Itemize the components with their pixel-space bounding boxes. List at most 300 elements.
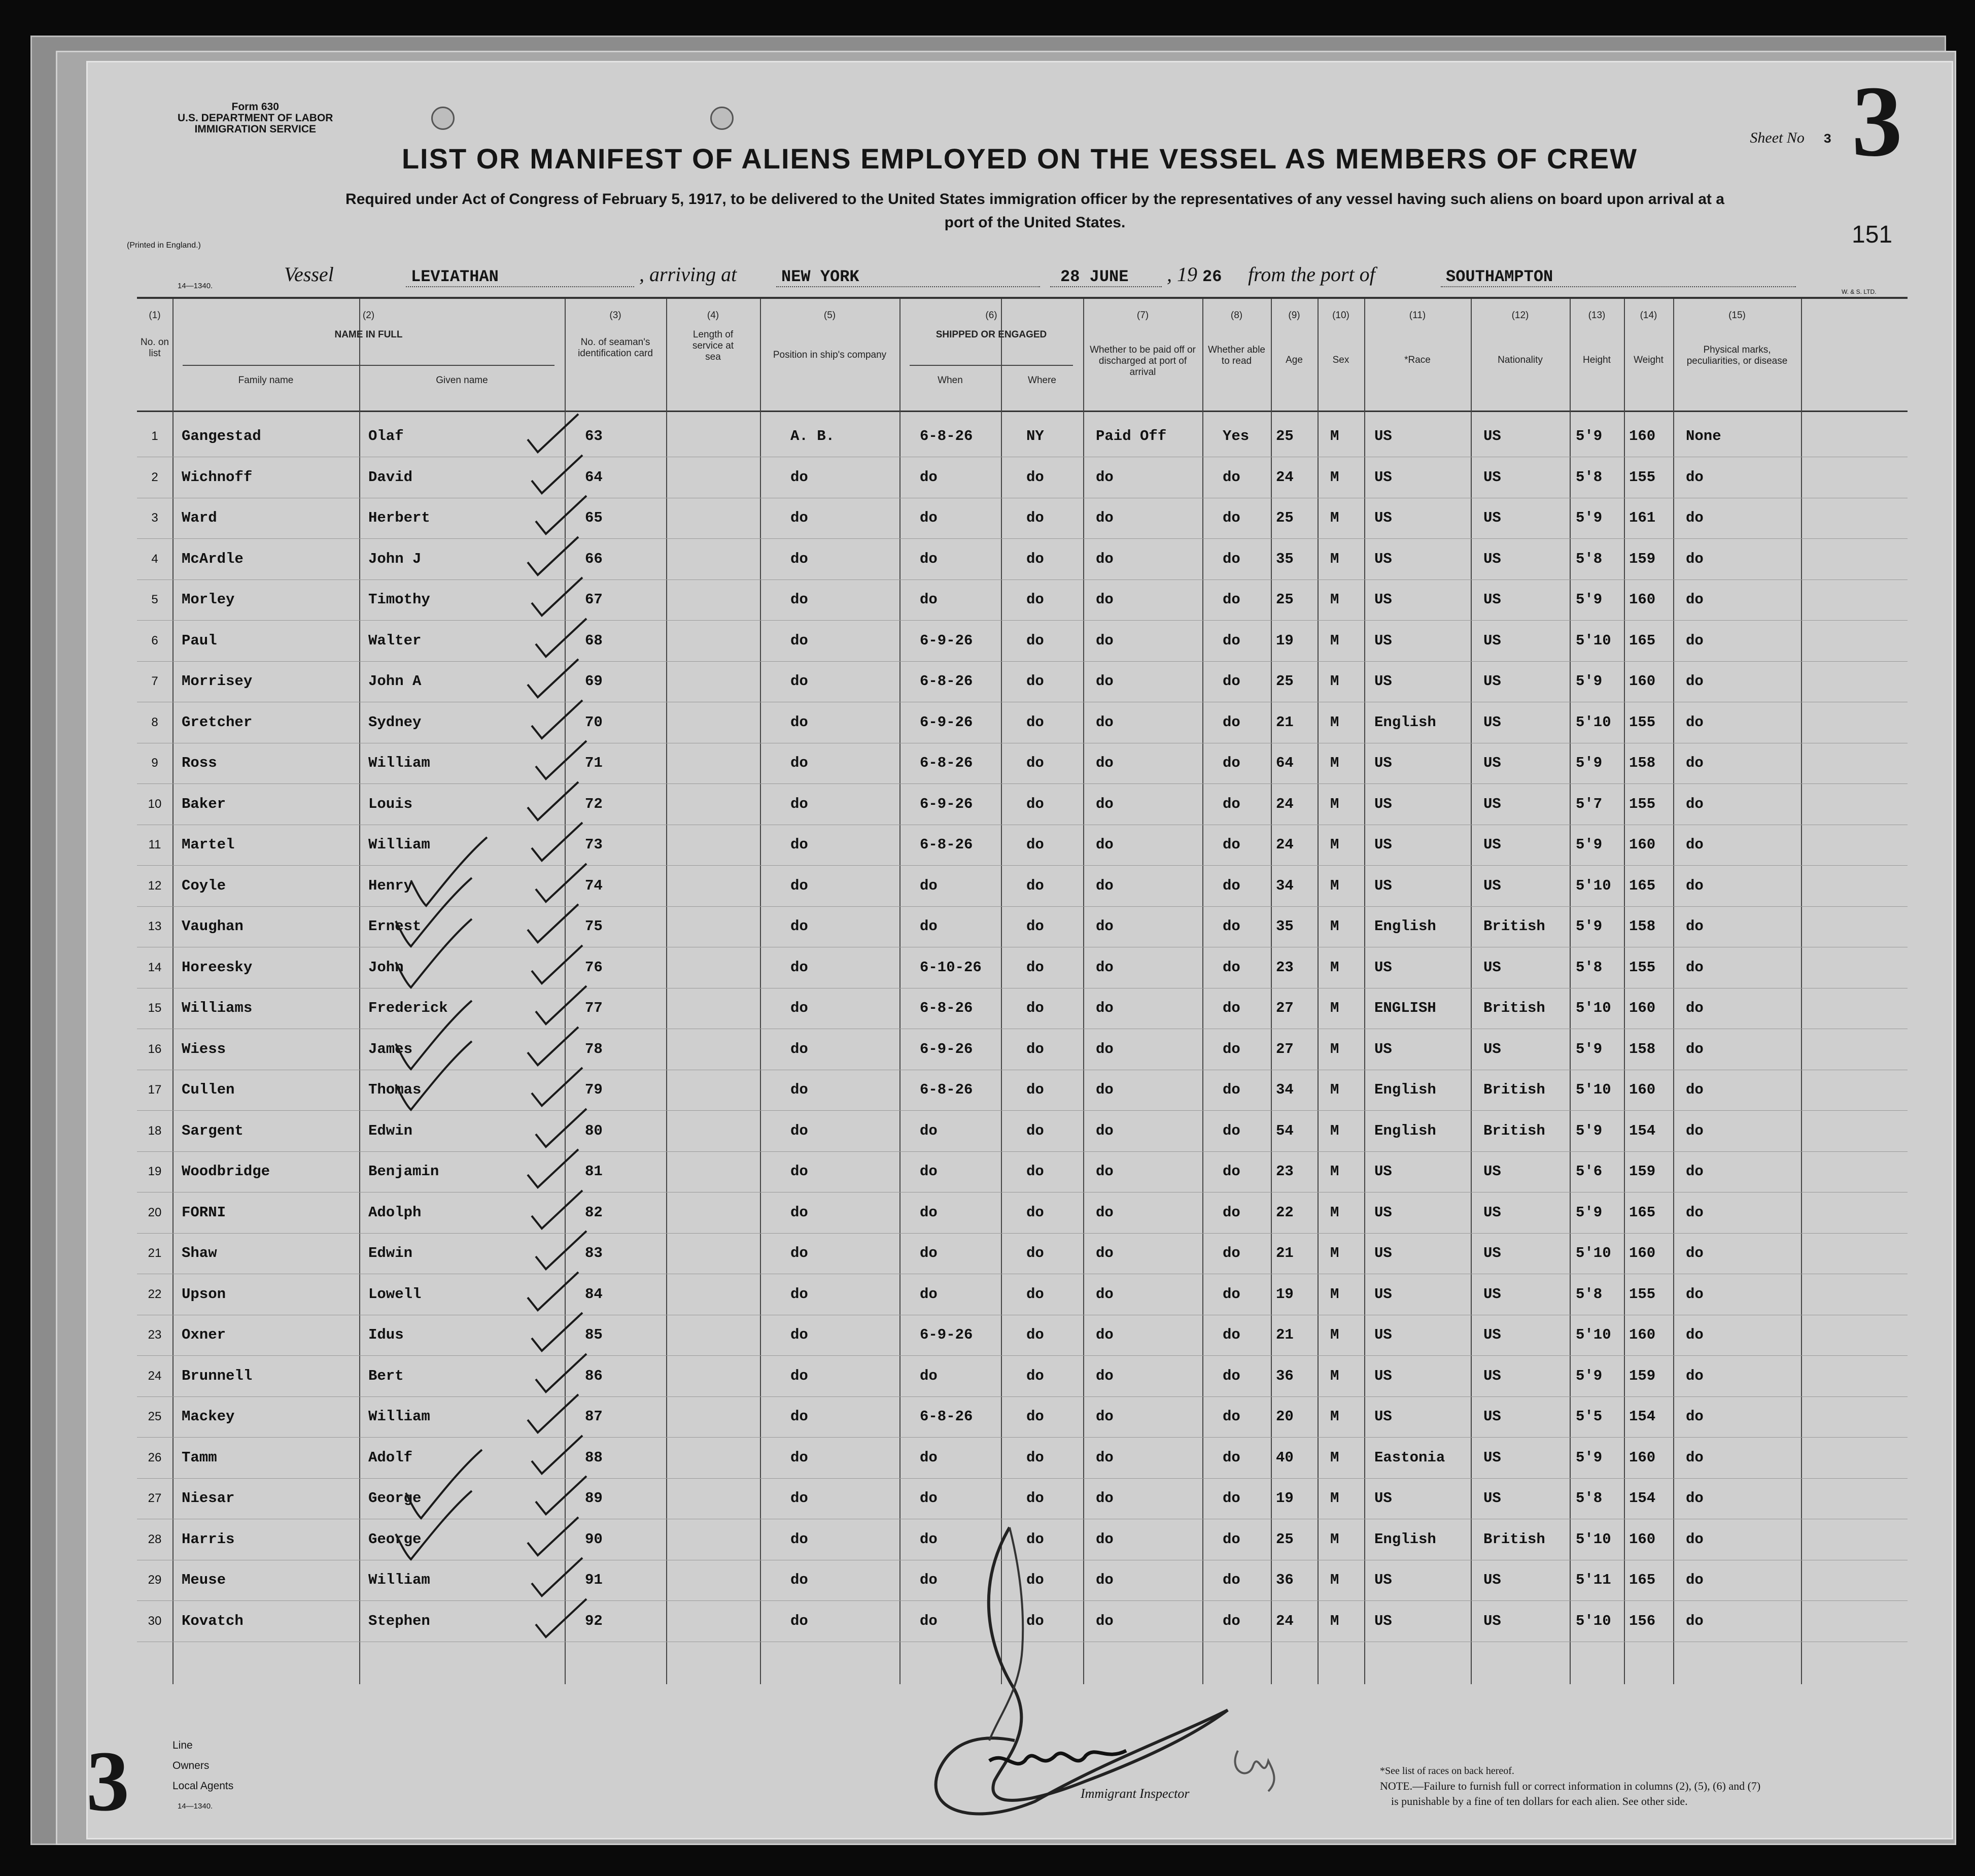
cell-sex: M — [1330, 468, 1339, 486]
check-mark-icon — [527, 820, 587, 866]
cell-given: Timothy — [368, 591, 430, 608]
check-mark-icon — [523, 534, 583, 580]
printer-mark: W. & S. LTD. — [1842, 288, 1877, 295]
header-col-1-num: (1) — [149, 310, 161, 321]
cell-age: 24 — [1276, 1612, 1294, 1629]
check-mark-icon — [523, 902, 583, 947]
cell-family: Morley — [182, 591, 235, 608]
cell-paid: do — [1096, 1285, 1114, 1303]
header-col-11-num: (11) — [1409, 310, 1426, 321]
cell-when: 6-8-26 — [920, 1408, 973, 1425]
owners-label: Owners — [172, 1760, 210, 1771]
cell-given: Stephen — [368, 1612, 430, 1629]
cell-paid: do — [1096, 959, 1114, 976]
cell-race: US — [1374, 1572, 1392, 1588]
cell-sex: M — [1330, 959, 1339, 976]
cell-given: William — [368, 1408, 430, 1425]
cell-given: Edwin — [368, 1245, 413, 1261]
cell-age: 21 — [1276, 1326, 1294, 1343]
local-agents-label: Local Agents — [172, 1780, 234, 1792]
cell-card: 89 — [585, 1490, 603, 1507]
header-col-2: NAME IN FULL — [334, 329, 403, 340]
cell-weight: 160 — [1629, 1081, 1656, 1098]
cell-family: Morrisey — [182, 673, 253, 690]
cell-weight: 158 — [1629, 755, 1656, 771]
cell-given: Bert — [368, 1367, 404, 1384]
cell-sex: M — [1330, 1408, 1339, 1425]
check-mark-icon — [523, 779, 583, 825]
cell-no: 14 — [148, 960, 162, 974]
cell-weight: 158 — [1629, 1040, 1656, 1058]
cell-weight: 159 — [1629, 1163, 1656, 1180]
cell-no: 29 — [148, 1573, 162, 1587]
cell-race: US — [1374, 632, 1392, 649]
header-col-3: No. of seaman's identification card — [578, 337, 653, 359]
cell-height: 5'9 — [1576, 509, 1603, 526]
cell-sex: M — [1330, 673, 1339, 690]
document-title: LIST OR MANIFEST OF ALIENS EMPLOYED ON THE VESSEL AS MEMBERS OF CREW — [401, 143, 1638, 175]
cell-read: do — [1223, 1572, 1240, 1588]
cell-nat: US — [1483, 1408, 1501, 1425]
cell-paid: do — [1096, 468, 1114, 486]
check-mark-icon — [527, 698, 587, 743]
cell-when: 6-8-26 — [920, 1081, 973, 1098]
cell-marks: do — [1686, 1081, 1704, 1098]
cell-read: do — [1223, 877, 1240, 894]
cell-age: 19 — [1276, 1285, 1294, 1303]
penalty-note-1: NOTE.—Failure to furnish full or correct information in columns (2), (5), (6) and (7) — [1380, 1780, 1761, 1792]
cell-no: 6 — [151, 633, 158, 647]
cell-height: 5'10 — [1576, 1530, 1611, 1548]
cell-when: do — [920, 1572, 938, 1588]
cell-nat: US — [1483, 1326, 1501, 1343]
cell-age: 24 — [1276, 468, 1294, 486]
cell-family: Gangestad — [182, 428, 261, 445]
cell-nat: US — [1483, 509, 1501, 526]
cell-height: 5'10 — [1576, 632, 1611, 649]
cell-height: 5'9 — [1576, 755, 1603, 771]
penalty-note-2: is punishable by a fine of ten dollars for each alien. See other side. — [1391, 1795, 1688, 1807]
cell-sex: M — [1330, 1530, 1339, 1548]
cell-height: 5'9 — [1576, 1040, 1603, 1058]
cell-where: do — [1026, 795, 1044, 812]
cell-when: 6-9-26 — [920, 795, 973, 812]
header-col-1: No. on list — [141, 337, 169, 359]
table-row — [137, 742, 1908, 784]
cell-age: 20 — [1276, 1408, 1294, 1425]
header-col-2-num: (2) — [362, 310, 375, 321]
cell-nat: US — [1483, 1245, 1501, 1261]
cell-marks: do — [1686, 1490, 1704, 1507]
header-col-12: Nationality — [1498, 355, 1543, 365]
cell-no: 13 — [148, 919, 162, 933]
cell-when: 6-9-26 — [920, 1326, 973, 1343]
cell-family: Sargent — [182, 1122, 244, 1139]
cell-read: do — [1223, 1530, 1240, 1548]
cell-where: do — [1026, 1081, 1044, 1098]
cell-race: US — [1374, 1367, 1392, 1384]
cell-given: Ernest — [368, 918, 422, 935]
cell-card: 91 — [585, 1572, 603, 1588]
cell-no: 28 — [148, 1532, 162, 1546]
cell-position: do — [790, 1408, 808, 1425]
cell-paid: do — [1096, 509, 1114, 526]
table-row — [137, 1314, 1908, 1356]
cell-when: 6-8-26 — [920, 836, 973, 853]
cell-sex: M — [1330, 1122, 1339, 1139]
cell-family: Harris — [182, 1530, 235, 1548]
cell-weight: 165 — [1629, 1572, 1656, 1588]
cell-race: US — [1374, 959, 1392, 976]
cell-marks: do — [1686, 550, 1704, 567]
cell-height: 5'10 — [1576, 877, 1611, 894]
cell-sex: M — [1330, 550, 1339, 567]
cell-no: 21 — [148, 1246, 162, 1260]
table-row — [137, 1233, 1908, 1274]
cell-given: Adolph — [368, 1204, 422, 1221]
cell-when: do — [920, 877, 938, 894]
cell-height: 5'8 — [1576, 1490, 1603, 1507]
races-note: *See list of races on back hereof. — [1380, 1765, 1514, 1777]
subtitle-line-1: Required under Act of Congress of February 5, 1917, to be delivered to the United States immigration officer by the representatives of any vessel having such aliens on board upon arrival at a — [345, 191, 1724, 208]
cell-read: do — [1223, 959, 1240, 976]
binder-hole — [710, 107, 734, 130]
cell-given: Walter — [368, 632, 422, 649]
cell-position: do — [790, 1081, 808, 1098]
table-row — [137, 661, 1908, 702]
table-row — [137, 620, 1908, 662]
cell-position: do — [790, 1000, 808, 1016]
cell-sex: M — [1330, 1040, 1339, 1058]
cell-where: do — [1026, 673, 1044, 690]
page-stamp-number: 151 — [1852, 221, 1893, 248]
cell-where: do — [1026, 836, 1044, 853]
cell-card: 74 — [585, 877, 603, 894]
cell-age: 34 — [1276, 1081, 1294, 1098]
cell-card: 87 — [585, 1408, 603, 1425]
cell-given: Thomas — [368, 1081, 422, 1098]
cell-card: 71 — [585, 755, 603, 771]
cell-family: Coyle — [182, 877, 226, 894]
cell-where: do — [1026, 1572, 1044, 1588]
check-mark-icon — [391, 1039, 477, 1115]
cell-weight: 156 — [1629, 1612, 1656, 1629]
cell-marks: do — [1686, 836, 1704, 853]
cell-position: do — [790, 959, 808, 976]
header-col-3-num: (3) — [609, 310, 621, 321]
cell-paid: do — [1096, 1040, 1114, 1058]
cell-weight: 160 — [1629, 591, 1656, 608]
cell-where: do — [1026, 1326, 1044, 1343]
cell-card: 73 — [585, 836, 603, 853]
cell-height: 5'8 — [1576, 959, 1603, 976]
cell-family: Wiess — [182, 1040, 226, 1058]
cell-race: US — [1374, 877, 1392, 894]
department: U.S. DEPARTMENT OF LABOR — [178, 112, 333, 124]
cell-weight: 155 — [1629, 1285, 1656, 1303]
immigrant-inspector-label: Immigrant Inspector — [1081, 1786, 1190, 1801]
cell-weight: 160 — [1629, 836, 1656, 853]
cell-age: 19 — [1276, 1490, 1294, 1507]
header-col-8: Whether able to read — [1207, 345, 1265, 366]
cell-when: do — [920, 1530, 938, 1548]
check-mark-icon — [531, 1106, 592, 1152]
cell-race: US — [1374, 550, 1392, 567]
cell-family: Mackey — [182, 1408, 235, 1425]
cell-age: 64 — [1276, 755, 1294, 771]
cell-when: 6-8-26 — [920, 428, 973, 445]
check-mark-icon — [523, 412, 583, 457]
cell-read: do — [1223, 1449, 1240, 1466]
cell-marks: do — [1686, 1245, 1704, 1261]
cell-age: 27 — [1276, 1040, 1294, 1058]
cell-read: do — [1223, 1408, 1240, 1425]
cell-no: 30 — [148, 1614, 162, 1628]
sheet-number-label: Sheet No — [1750, 129, 1805, 146]
cell-where: NY — [1026, 428, 1044, 445]
header-given-name: Given name — [436, 375, 488, 386]
check-mark-icon — [523, 1515, 583, 1560]
header-col-9: Age — [1286, 355, 1303, 365]
cell-no: 4 — [151, 552, 158, 566]
cell-paid: do — [1096, 591, 1114, 608]
cell-marks: do — [1686, 1530, 1704, 1548]
cell-when: do — [920, 1367, 938, 1384]
cell-family: Upson — [182, 1285, 226, 1303]
cell-where: do — [1026, 1163, 1044, 1180]
cell-when: do — [920, 1490, 938, 1507]
cell-sex: M — [1330, 1326, 1339, 1343]
cell-marks: do — [1686, 918, 1704, 935]
cell-race: US — [1374, 468, 1392, 486]
cell-card: 64 — [585, 468, 603, 486]
cell-nat: US — [1483, 1285, 1501, 1303]
cell-when: do — [920, 1245, 938, 1261]
cell-height: 5'9 — [1576, 1204, 1603, 1221]
cell-card: 67 — [585, 591, 603, 608]
cell-race: US — [1374, 509, 1392, 526]
header-col-5: Position in ship's company — [773, 350, 887, 360]
cell-paid: do — [1096, 877, 1114, 894]
cell-given: Lowell — [368, 1285, 422, 1303]
cell-read: do — [1223, 1122, 1240, 1139]
cell-position: do — [790, 836, 808, 853]
table-row — [137, 702, 1908, 743]
cell-family: FORNI — [182, 1204, 226, 1221]
table-row — [137, 1151, 1908, 1192]
cell-position: do — [790, 468, 808, 486]
cell-family: Ward — [182, 509, 217, 526]
check-mark-icon — [527, 1555, 587, 1601]
cell-family: Tamm — [182, 1449, 217, 1466]
cell-given: John A — [368, 673, 422, 690]
cell-card: 65 — [585, 509, 603, 526]
cell-sex: M — [1330, 1081, 1339, 1098]
form-number: Form 630 — [231, 101, 279, 113]
cell-height: 5'11 — [1576, 1572, 1611, 1588]
cell-weight: 160 — [1629, 673, 1656, 690]
cell-where: do — [1026, 1204, 1044, 1221]
cell-nat: US — [1483, 1204, 1501, 1221]
check-mark-icon — [527, 1310, 587, 1356]
cell-height: 5'5 — [1576, 1408, 1603, 1425]
cell-given: Frederick — [368, 1000, 448, 1016]
cell-read: do — [1223, 1490, 1240, 1507]
cell-sex: M — [1330, 1612, 1339, 1629]
cell-sex: M — [1330, 877, 1339, 894]
cell-given: Olaf — [368, 428, 404, 445]
cell-given: David — [368, 468, 413, 486]
cell-nat: US — [1483, 836, 1501, 853]
cell-paid: do — [1096, 1530, 1114, 1548]
cell-no: 1 — [151, 429, 158, 443]
cell-age: 27 — [1276, 1000, 1294, 1016]
cell-position: do — [790, 1572, 808, 1588]
header-col-14-num: (14) — [1640, 310, 1657, 321]
vessel-label: Vessel — [284, 263, 334, 286]
line-label: Line — [172, 1739, 193, 1751]
cell-marks: do — [1686, 1122, 1704, 1139]
cell-weight: 154 — [1629, 1490, 1656, 1507]
cell-sex: M — [1330, 1572, 1339, 1588]
cell-given: George — [368, 1490, 422, 1507]
cell-height: 5'9 — [1576, 918, 1603, 935]
cell-no: 20 — [148, 1205, 162, 1219]
cell-marks: do — [1686, 795, 1704, 812]
cell-where: do — [1026, 1530, 1044, 1548]
cell-no: 23 — [148, 1328, 162, 1342]
cell-given: Henry — [368, 877, 413, 894]
cell-paid: do — [1096, 550, 1114, 567]
header-col-15: Physical marks, peculiarities, or disease — [1686, 345, 1788, 366]
cell-where: do — [1026, 959, 1044, 976]
cell-where: do — [1026, 591, 1044, 608]
cell-no: 24 — [148, 1369, 162, 1383]
cell-paid: do — [1096, 1081, 1114, 1098]
sheet-number — [1750, 129, 1831, 147]
cell-race: English — [1374, 918, 1436, 935]
cell-read: do — [1223, 1081, 1240, 1098]
cell-paid: do — [1096, 1408, 1114, 1425]
table-row — [137, 1110, 1908, 1152]
cell-race: US — [1374, 1040, 1392, 1058]
cell-no: 19 — [148, 1165, 162, 1178]
cell-age: 25 — [1276, 673, 1294, 690]
cell-sex: M — [1330, 1245, 1339, 1261]
cell-position: do — [790, 755, 808, 771]
cell-nat: US — [1483, 550, 1501, 567]
cell-height: 5'9 — [1576, 591, 1603, 608]
table-row — [137, 1192, 1908, 1234]
cell-given: William — [368, 836, 430, 853]
cell-read: Yes — [1223, 428, 1250, 445]
cell-nat: US — [1483, 795, 1501, 812]
cell-age: 23 — [1276, 1163, 1294, 1180]
cell-read: do — [1223, 509, 1240, 526]
cell-weight: 161 — [1629, 509, 1656, 526]
cell-family: Cullen — [182, 1081, 235, 1098]
cell-position: do — [790, 591, 808, 608]
cell-read: do — [1223, 918, 1240, 935]
cell-age: 54 — [1276, 1122, 1294, 1139]
cell-when: do — [920, 1204, 938, 1221]
check-mark-icon — [531, 493, 592, 539]
cell-position: do — [790, 1367, 808, 1384]
check-mark-icon — [523, 657, 583, 702]
cell-weight: 160 — [1629, 428, 1656, 445]
cell-given: William — [368, 1572, 430, 1588]
cell-where: do — [1026, 1122, 1044, 1139]
cell-paid: do — [1096, 713, 1114, 731]
cell-height: 5'9 — [1576, 1449, 1603, 1466]
cell-sex: M — [1330, 591, 1339, 608]
arrival-date: 28 JUNE — [1060, 267, 1129, 286]
cell-position: A. B. — [790, 428, 835, 445]
cell-given: Benjamin — [368, 1163, 439, 1180]
cell-when: do — [920, 550, 938, 567]
cell-card: 63 — [585, 428, 603, 445]
binder-hole — [431, 107, 455, 130]
cell-height: 5'8 — [1576, 468, 1603, 486]
cell-race: English — [1374, 1122, 1436, 1139]
cell-nat: US — [1483, 713, 1501, 731]
cell-weight: 158 — [1629, 918, 1656, 935]
cell-position: do — [790, 509, 808, 526]
cell-nat: British — [1483, 1000, 1545, 1016]
cell-nat: US — [1483, 468, 1501, 486]
cell-when: 6-9-26 — [920, 632, 973, 649]
year-prefix: , 19 — [1167, 263, 1197, 286]
header-col-5-num: (5) — [823, 310, 836, 321]
cell-when: do — [920, 1122, 938, 1139]
check-mark-icon — [531, 1229, 592, 1274]
cell-sex: M — [1330, 1204, 1339, 1221]
cell-card: 84 — [585, 1285, 603, 1303]
cell-age: 19 — [1276, 632, 1294, 649]
cell-when: 6-9-26 — [920, 713, 973, 731]
from-port: SOUTHAMPTON — [1446, 267, 1553, 286]
cell-race: US — [1374, 1490, 1392, 1507]
cell-height: 5'10 — [1576, 713, 1611, 731]
cell-given: Sydney — [368, 713, 422, 731]
check-mark-icon — [527, 1433, 587, 1479]
header-where: Where — [1028, 375, 1056, 386]
cell-position: do — [790, 1490, 808, 1507]
cell-nat: US — [1483, 877, 1501, 894]
cell-family: McArdle — [182, 550, 244, 567]
cell-height: 5'8 — [1576, 550, 1603, 567]
check-mark-icon — [531, 616, 592, 662]
cell-weight: 165 — [1629, 1204, 1656, 1221]
cell-sex: M — [1330, 1000, 1339, 1016]
cell-read: do — [1223, 755, 1240, 771]
cell-read: do — [1223, 1204, 1240, 1221]
cell-family: Gretcher — [182, 713, 253, 731]
cell-race: US — [1374, 591, 1392, 608]
sheet-number-value: 3 — [1823, 131, 1831, 147]
header-col-9-num: (9) — [1288, 310, 1300, 321]
cell-height: 5'7 — [1576, 795, 1603, 812]
vessel-name: LEVIATHAN — [411, 267, 499, 286]
cell-sex: M — [1330, 509, 1339, 526]
header-col-8-num: (8) — [1230, 310, 1243, 321]
cell-no: 3 — [151, 511, 158, 525]
cell-position: do — [790, 673, 808, 690]
cell-family: Brunnell — [182, 1367, 253, 1384]
cell-no: 17 — [148, 1083, 162, 1097]
cell-nat: US — [1483, 1163, 1501, 1180]
cell-sex: M — [1330, 713, 1339, 731]
